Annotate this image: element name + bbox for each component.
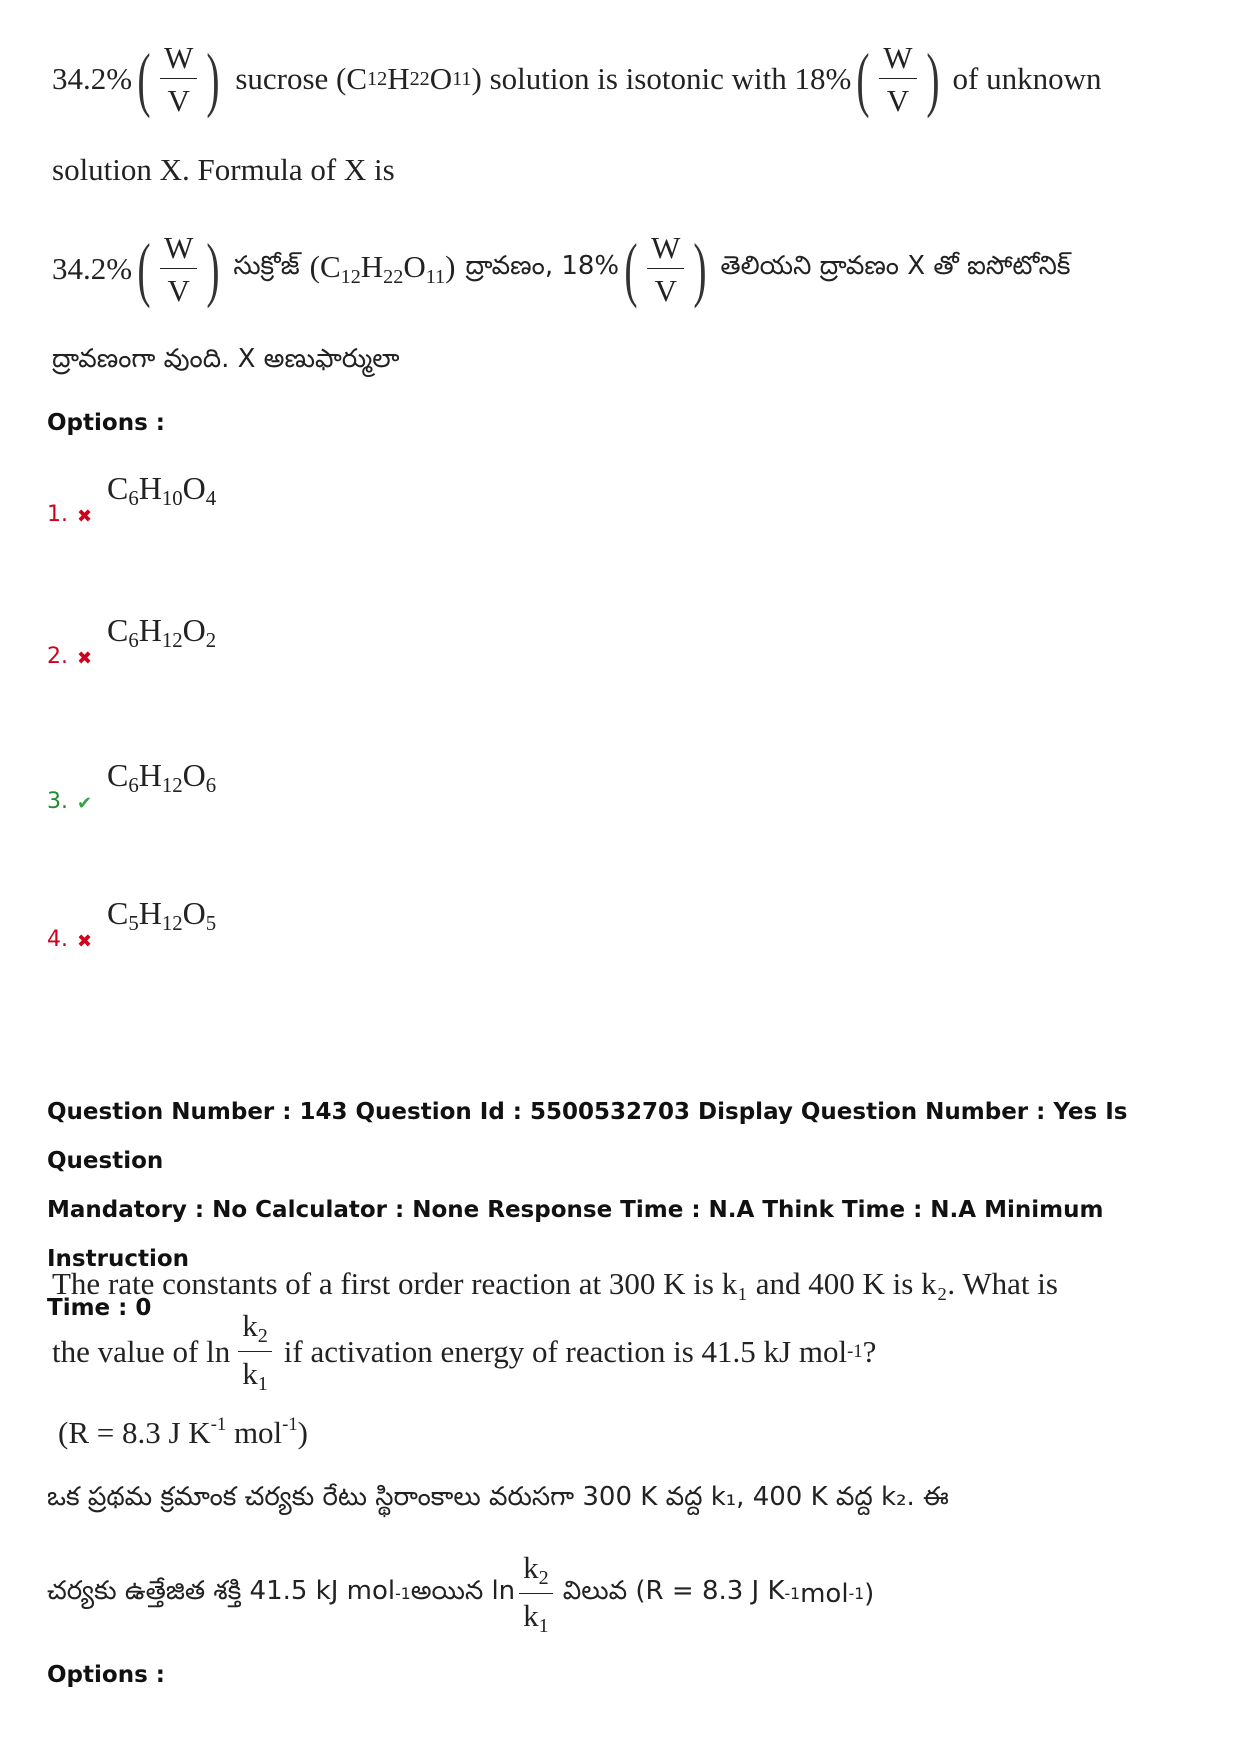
option-2[interactable]: 2. ✖ $C_6H_{12}O_2$ [47, 612, 217, 670]
option-formula: $C_6H_{10}O_4$ [107, 470, 217, 511]
q143-telugu-line-2: చర్యకు ఉత్తేజిత శక్తి 41.5 kJ mol -1 అయిన ln $\frac{k_2}{k_1}$ విలువ (R = 8.3 J K -1 mol -1 ) [47, 1550, 875, 1638]
q142-telugu-line-1: 34.2% ( $\frac{W}{V}$ ) సుక్రోజ్ $(C_{12}H_{22}O_{11})$ ద్రావణం, 18% ( $\frac{W}{V}$ ) తెలియని ద్రావణం X తో ఐసోటోనిక్ [52, 229, 1071, 309]
w-over-v-fraction-2: ( $\frac{W}{V}$ ) [856, 39, 940, 119]
q142-telugu-line-2: ద్రావణంగా వుంది. X అణుఫార్ములా [52, 344, 400, 374]
options-label-143: Options : [47, 1662, 165, 1688]
option-formula: $C_6H_{12}O_6$ [107, 757, 217, 798]
percent-text: 34.2% [52, 61, 133, 96]
q142-english-line-1: 34.2% ( $\frac{W}{V}$ ) sucrose (C 12 H 22 O 11 ) solution is isotonic with 18% ( $\frac{W}{V}$ ) of unknown [52, 39, 1102, 119]
option-3[interactable]: 3. ✔ $C_6H_{12}O_6$ [47, 757, 217, 815]
q143-english-line-1: The rate constants of a first order reaction at 300 K is k₁ and 400 K is k₂. What is [52, 1266, 1058, 1301]
option-4[interactable]: 4. ✖ $C_5H_{12}O_5$ [47, 895, 217, 953]
w-over-v-fraction-te-2: ( $\frac{W}{V}$ ) [624, 229, 707, 309]
q143-english-line-2: the value of ln $\frac{k_2}{k_1}$ if activation energy of reaction is 41.5 kJ mol -1 ? [52, 1308, 877, 1396]
wrong-icon: ✖ [77, 648, 93, 670]
q143-english-line-3: (R = 8.3 J $K^{-1}$ mol$^{-1}$) [58, 1414, 308, 1451]
w-over-v-fraction-te: ( $\frac{W}{V}$ ) [137, 229, 220, 309]
k2-over-k1-fraction: $\frac{k_2}{k_1}$ [238, 1310, 272, 1394]
option-formula: $C_6H_{12}O_2$ [107, 612, 217, 653]
q142-english-line-2: solution X. Formula of X is [52, 152, 395, 187]
question-meta: Question Number : 143 Question Id : 5500532703 Display Question Number : Yes Is Question Mandatory : No Calculator : None Response Time : N.A Think Time : N.A Minimum Instruction Time : 0 [47, 1099, 1128, 1321]
options-label: Options : [47, 410, 165, 436]
option-formula: $C_5H_{12}O_5$ [107, 895, 217, 936]
option-1[interactable]: 1. ✖ $C_6H_{10}O_4$ [47, 470, 217, 528]
check-icon: ✔ [77, 793, 93, 815]
q143-telugu-line-1: ఒక ప్రథమ క్రమాంక చర్యకు రేటు స్థిరాంకాలు వరుసగా 300 K వద్ద k₁, 400 K వద్ద k₂. ఈ [47, 1482, 949, 1512]
wrong-icon: ✖ [77, 931, 93, 953]
k2-over-k1-fraction-te: $\frac{k_2}{k_1}$ [519, 1552, 553, 1636]
w-over-v-fraction: ( $\frac{W}{V}$ ) [137, 39, 220, 119]
wrong-icon: ✖ [77, 506, 93, 528]
